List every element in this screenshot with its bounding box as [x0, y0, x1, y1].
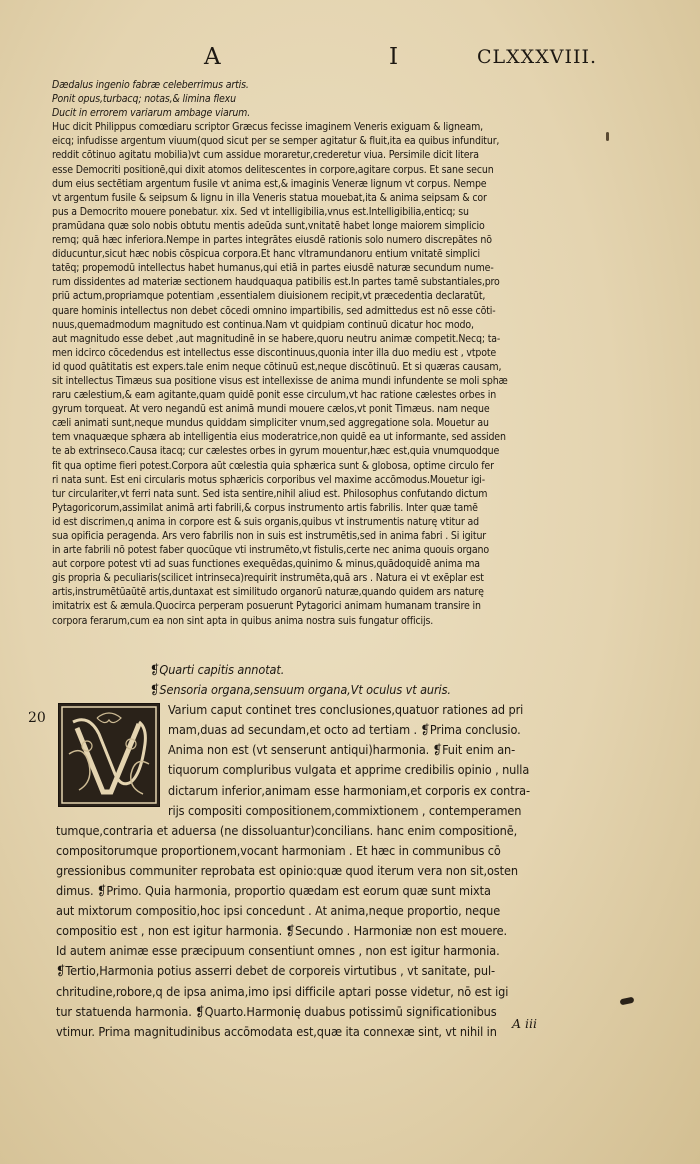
- text-line: vt argentum fusile & seipsum & lignu in illa Veneris statua mouebat,ita & anima seipsam & cor: [52, 191, 487, 204]
- text-line: eicq; infudisse argentum viuum(quod sicut per se semper agitatur & fluit,ita ea quibus infunditur,: [52, 135, 500, 148]
- text-line: mam,duas ad secundam,et octo ad tertiam . ❡Prima conclusio.: [168, 722, 521, 738]
- commentary-block: [52, 78, 614, 628]
- text-line: tumque,contraria et aduersa (ne dissoluantur)concilians. hanc enim compositionē,: [56, 822, 518, 838]
- text-line: Huc dicit Philippus comœdiaru scriptor Græcus fecisse imaginem Veneris exiguam & ligneam,: [52, 121, 483, 134]
- verse-line: Ponit opus,turbacq; notas,& limina flexu: [52, 93, 236, 106]
- chapter-annotation: [56, 660, 595, 1042]
- text-line: chritudine,robore,q de ipsa anima,imo ipsi difficile aptari posse videtur, nō est igi: [56, 983, 509, 999]
- text-line: gressionibus communiter reprobata est opinio:quæ quod iterum vera non sit,osten: [56, 862, 518, 878]
- text-line: gis propria & peculiaris(scilicet intrinseca)requirit instrumēta,quā ars . Natura ei vt exēplar est: [52, 572, 484, 585]
- header-signature: A: [204, 44, 221, 70]
- text-line: artis,instrumētūaūtē artis,duntaxat est similitudo organorū naturæ,quando quidem ars naturę: [52, 586, 484, 599]
- verse-line: Ducit in errorem variarum ambage viarum.: [52, 107, 251, 120]
- verse-line: Dædalus ingenio fabræ celeberrimus artis.: [52, 79, 249, 91]
- text-line: Anima non est (vt senserunt antiqui)harmonia. ❡Fuit enim an-: [168, 742, 516, 758]
- text-line: esse Democriti positionē,qui dixit atomos delitescentes in corpore,agitare corpus. Et sane secun: [52, 163, 494, 176]
- text-line: tem vnaquæque sphæra ab intelligentia eius moderatrice,non quidē ea ut informante, sed assiden: [52, 431, 506, 444]
- text-line: reddit cōtinuo agitatu mobilia)vt cum assidue moraretur,crederetur viua. Persimile dicit litera: [52, 149, 479, 162]
- text-line: ❡Tertio,Harmonia potius asserri debet de corporeis virtutibus , vt sanitate, pul-: [56, 963, 495, 979]
- footer-signature: A iii: [512, 1016, 537, 1031]
- text-line: vtimur. Prima magnitudinibus accōmodata est,quæ ita connexæ sint, vt nihil in: [56, 1023, 497, 1039]
- text-line: in arte fabrili nō potest faber quocūque vti instrumēto,vt fistulis,certe nec anima quouis organo: [52, 544, 489, 557]
- folio-number: CLXXXVIII.: [476, 46, 597, 68]
- text-line: fit qua optime fieri potest.Corpora aūt cœlestia quia sphærica sunt & globosa, optime circulo fer: [52, 459, 494, 472]
- header-leaf-number: I: [389, 44, 399, 70]
- margin-number: 20: [28, 710, 46, 726]
- text-line: Pytagoricorum,assimilat animā arti fabrili,& corpus instrumento artis fabrilis. Inter quæ tamē: [52, 501, 478, 514]
- text-line: dum eius sectētiam argentum fusile vt anima est,& imaginis Veneræ lignum vt corpus. Nempe: [52, 177, 487, 190]
- sensoria-line: ❡Sensoria organa,sensuum organa,Vt oculus vt auris.: [150, 682, 451, 698]
- text-line: rum dissidentes ad materiæ sectionem haudquaqua patibilis est.In partes tamē substantiales,pro: [52, 276, 500, 289]
- text-line: dictarum inferior,animam esse harmoniam,et corporis ex contra-: [168, 782, 530, 798]
- text-line: dimus. ❡Primo. Quia harmonia, proportio quædam est eorum quæ sunt mixta: [56, 883, 491, 899]
- ink-mark: [606, 132, 609, 141]
- text-line: raru cælestium,& eam agitante,quam quidē ponit esse circulum,vt hac ratione cælestes orbes in: [52, 389, 497, 402]
- text-line: pramūdana quæ solo nobis obtutu mentis adeūda sunt,vnitatē habet longe maiorem simplicio: [52, 219, 485, 232]
- running-header: [52, 44, 597, 74]
- initial-ornament-icon: [59, 704, 159, 806]
- text-line: ri nata sunt. Est eni circularis motus sphæricis corporibus vel maxime accōmodus.Mouetur igi-: [52, 473, 486, 486]
- text-line: cæli animati sunt,neque mundus quiddam simpliciter vnum,sed aggregatione sola. Mouetur au: [52, 417, 489, 430]
- text-line: tur statuenda harmonia. ❡Quarto.Harmonię duabus potissimū significationibus: [56, 1003, 497, 1019]
- text-line: aut mixtorum compositio,hoc ipsi concedunt . At anima,neque proportio, neque: [56, 903, 501, 919]
- text-line: Varium caput continet tres conclusiones,quatuor rationes ad pri: [168, 702, 524, 718]
- text-line: id est discrimen,q anima in corpore est & suis organis,quibus vt instrumentis naturę vtitur ad: [52, 515, 479, 528]
- text-line: aut corpore potest vti ad suas functiones exequēdas,quinimo & minus,quādoquidē anima ma: [52, 558, 480, 571]
- text-line: rijs compositi compositionem,commixtionem , contemperamen: [168, 802, 522, 818]
- text-line: id quod quātitatis est expers.tale enim neque cōtinuū est,neque discōtinuū. Et si quæras causam,: [52, 360, 502, 373]
- text-line: pus a Democrito mouere ponebatur. xix. Sed vt intelligibilia,vnus est.Intelligibilia,enticq; su: [52, 205, 469, 218]
- decorated-initial-v: [58, 703, 160, 807]
- ink-mark: [620, 997, 635, 1006]
- text-line: priū actum,propriamque potentiam ,essentialem diuisionem recipit,vt præcedentia declaratūt,: [52, 290, 486, 303]
- text-line: diducuntur,sicut hæc nobis cōspicua corpora.Et hanc vltramundanoru entium vnitatē simplici: [52, 248, 480, 261]
- text-line: imitatrix est & æmula.Quocirca perperam posuerunt Pytagorici animam humanam transire in: [52, 600, 481, 613]
- chapter-heading: ❡Quarti capitis annotat.: [150, 662, 285, 677]
- text-line: men idcirco cōcedendus est intellectus esse discontinuus,quonia inter illa duo mediu est , vtpote: [52, 346, 497, 359]
- text-line: corpora ferarum,cum ea non sint apta in quibus anima nostra suis fungatur officijs.: [52, 614, 434, 627]
- text-line: compositio est , non est igitur harmonia. ❡Secundo . Harmoniæ non est mouere.: [56, 923, 508, 939]
- text-line: te ab extrinseco.Causa itacq; cur cælestes orbes in gyrum mouentur,hæc est,quia vnumquodque: [52, 445, 500, 458]
- text-line: sua opificia peragenda. Ars vero fabrilis non in suis est instrumētis,sed in anima fabri . Si igitur: [52, 530, 487, 542]
- text-line: gyrum torqueat. At vero negandū est animā mundi mouere cælos,vt ponit Timæus. nam neque: [52, 403, 490, 416]
- text-line: Id autem animæ esse præcipuum consentiunt omnes , non est igitur harmonia.: [56, 943, 500, 959]
- text-line: aut magnitudo esse debet ,aut magnitudinē in se habere,quoru neutru animæ competit.Necq; ta-: [52, 332, 501, 345]
- text-line: remq; quā hæc inferiora.Nempe in partes integrātes eiusdē rationis solo numero discrepātes nō: [52, 234, 492, 247]
- text-line: tiquorum compluribus vulgata et apprime credibilis opinio , nulla: [168, 762, 530, 778]
- text-line: quare hominis intellectus non debet cōcedi omnino impartibilis, sed admittedus est nō esse cōti-: [52, 304, 496, 317]
- text-line: compositorumque proportionem,vocant harmoniam . Et hæc in communibus cō: [56, 842, 501, 858]
- text-line: tatēq; propemodū intellectus habet humanus,qui etiā in partes eiusdē naturæ secundum nume-: [52, 262, 494, 275]
- text-line: sit intellectus Timæus sua positione visus est intellexisse de anima mundi infundente se moli sphæ: [52, 374, 508, 387]
- text-line: tur circulariter,vt ferri nata sunt. Sed ista sentire,nihil aliud est. Philosophus confutando dictum: [52, 487, 488, 500]
- text-line: nuus,quemadmodum magnitudo est continua.Nam vt quidpiam continuū dicatur hoc modo,: [52, 318, 474, 331]
